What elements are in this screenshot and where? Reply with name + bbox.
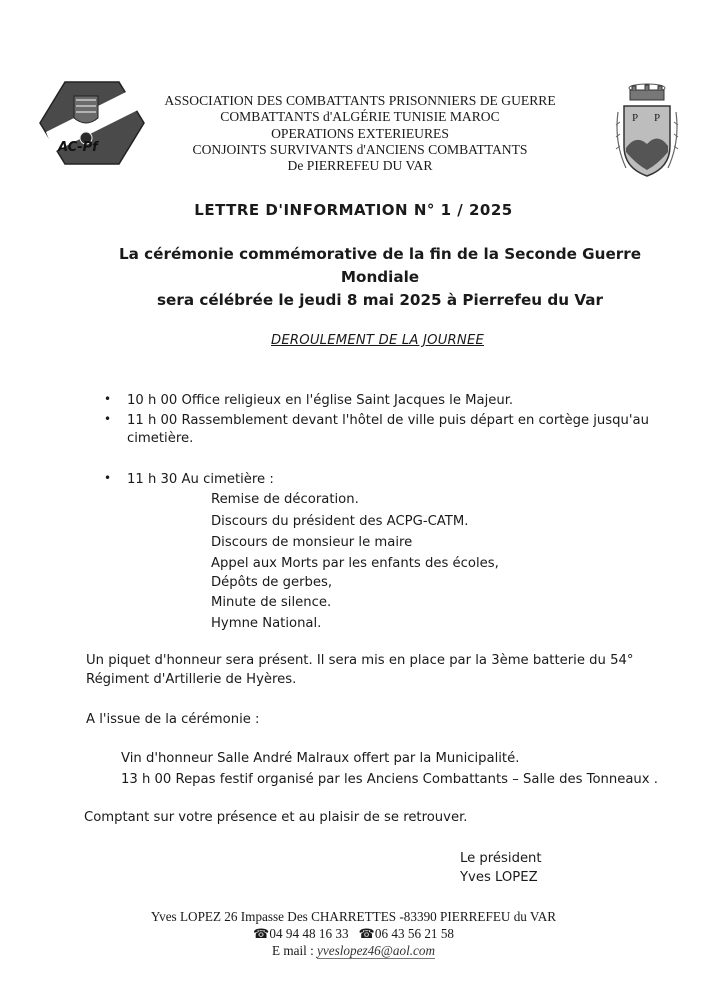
headline — [80, 243, 680, 312]
headline-line: La cérémonie commémorative de la fin de la Seconde Guerre Mondiale — [118, 245, 642, 286]
phone-number: 04 94 48 16 33 — [269, 926, 349, 941]
bullet-icon: • — [104, 471, 112, 485]
headline-line: sera célébrée le jeudi 8 mai 2025 à Pierrefeu du Var — [157, 291, 603, 309]
crest-letter: P — [654, 112, 661, 124]
association-line: De PIERREFEU DU VAR — [287, 158, 433, 174]
ceremony-step: Minute de silence. — [211, 595, 332, 610]
letter-title: LETTRE D'INFORMATION N° 1 / 2025 — [194, 201, 513, 219]
phone-number: 06 43 56 21 58 — [374, 926, 454, 941]
mobile-icon: ☎ — [358, 926, 375, 941]
association-line: COMBATTANTS d'ALGÉRIE TUNISIE MAROC — [220, 109, 500, 125]
list-item-continuation: cimetière. — [127, 431, 194, 446]
association-header — [150, 93, 570, 174]
town-crest — [612, 82, 682, 182]
association-line: CONJOINTS SURVIVANTS d'ANCIENS COMBATTANTS — [192, 141, 528, 157]
closing-text: Comptant sur votre présence et au plaisir de se retrouver. — [84, 810, 468, 825]
bullet-icon: • — [104, 412, 112, 426]
footer-address: Yves LOPEZ 26 Impasse Des CHARRETTES -83390 PIERREFEU du VAR — [150, 909, 557, 924]
ceremony-step: Dépôts de gerbes, — [211, 575, 333, 590]
association-logo — [38, 80, 146, 166]
ceremony-step: Appel aux Morts par les enfants des écoles, — [211, 556, 499, 571]
after-ceremony-item: 13 h 00 Repas festif organisé par les Anciens Combattants – Salle des Tonneaux . — [121, 772, 658, 787]
bullet-icon: • — [104, 392, 112, 406]
ceremony-step: Discours du président des ACPG-CATM. — [211, 514, 469, 529]
footer-phones — [0, 925, 707, 942]
ceremony-step: Discours de monsieur le maire — [211, 535, 413, 550]
ceremony-step: Remise de décoration. — [211, 492, 359, 507]
footer-contact — [0, 908, 707, 959]
after-ceremony-heading: A l'issue de la cérémonie : — [86, 712, 260, 727]
association-line: OPERATIONS EXTERIEURES — [271, 125, 449, 141]
programme-heading: DEROULEMENT DE LA JOURNEE — [271, 333, 485, 348]
list-item: 11 h 30 Au cimetière : — [127, 472, 274, 487]
ceremony-step: Hymne National. — [211, 616, 322, 631]
email-address: yveslopez46@aol.com — [317, 943, 436, 958]
logo-text: AC-Pf — [58, 140, 98, 155]
signature-role: Le président — [460, 851, 542, 866]
honor-guard-text: Régiment d'Artillerie de Hyères. — [86, 672, 297, 687]
list-item: 10 h 00 Office religieux en l'église Saint Jacques le Majeur. — [127, 393, 514, 408]
association-line: ASSOCIATION DES COMBATTANTS PRISONNIERS DE GUERRE — [164, 93, 556, 108]
email-label: E mail : — [271, 943, 314, 958]
crest-letter: P — [632, 112, 639, 124]
signature-name: Yves LOPEZ — [460, 870, 538, 885]
list-item: 11 h 00 Rassemblement devant l'hôtel de ville puis départ en cortège jusqu'au — [127, 413, 649, 428]
coat-of-arms-icon — [612, 82, 682, 182]
after-ceremony-item: Vin d'honneur Salle André Malraux offert par la Municipalité. — [121, 751, 520, 766]
phone-icon: ☎ — [252, 926, 270, 941]
honor-guard-text: Un piquet d'honneur sera présent. Il sera mis en place par la 3ème batterie du 54° — [86, 653, 634, 668]
footer-email — [0, 942, 707, 959]
